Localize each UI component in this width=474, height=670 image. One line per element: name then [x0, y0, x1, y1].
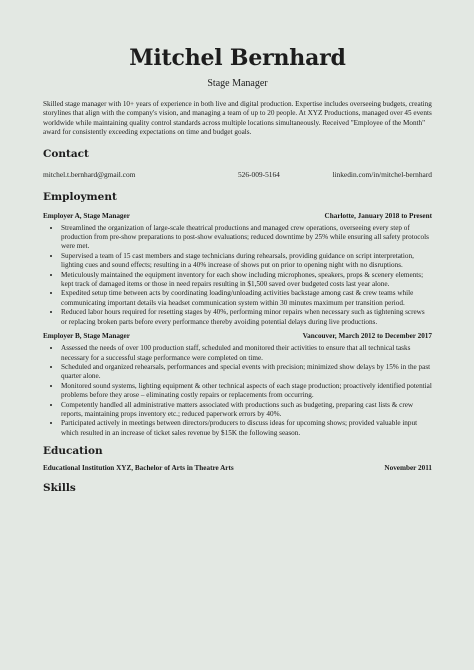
job-bullet: • Assessed the needs of over 100 production staff, scheduled and monitored their activities to ensure that all technical tasks necessary for a successful stage performance were completed on time.: [61, 344, 432, 363]
job-bullet: • Reduced labor hours required for resetting stages by 40%, performing minor repairs when necessary such as tightening screws or replacing broken parts before every performance thereby avoiding potential delays during live productions.: [61, 308, 432, 327]
contact-phone[interactable]: 526-009-5164: [237, 169, 280, 179]
candidate-role: Stage Manager: [207, 78, 268, 89]
contact-row: [43, 170, 432, 179]
contact-linkedin[interactable]: linkedin.com/in/mitchel-bernhard: [332, 169, 432, 179]
skills-heading: Skills: [43, 482, 76, 495]
job-location-date: Charlotte, January 2018 to Present: [324, 211, 432, 220]
contact-email[interactable]: mitchel.t.bernhard@gmail.com: [43, 169, 136, 179]
job-bullet: • Meticulously maintained the equipment inventory for each show including microphones, speakers, props & scenery elements; kept track of damaged items or those in need repairs resulting in $1,500 saved over budgeted costs last year alone.: [61, 271, 432, 290]
education-heading: Education: [43, 445, 103, 458]
job-bullet: • Streamlined the organization of large-scale theatrical productions and managed crew operations, overseeing every step of production from pre-show preparations to post-show evaluations; reduced downtime by 25% while ensuring all safety protocols were met.: [61, 224, 432, 252]
job-bullet: • Supervised a team of 15 cast members and stage technicians during rehearsals, providing guidance on script interpretation, lighting cues and sound effects; resulting in a 40% increase of shows put on prior to opening night with no disruptions.: [61, 252, 432, 271]
education-degree: Educational Institution XYZ, Bachelor of Arts in Theatre Arts: [43, 464, 234, 473]
job-position: Employer B, Stage Manager: [43, 332, 130, 341]
job-location-date: Vancouver, March 2012 to December 2017: [302, 332, 432, 341]
education-date: November 2011: [384, 464, 432, 473]
job-bullet: • Participated actively in meetings between directors/producers to discuss ideas for upcoming shows; provided valuable input which resulted in an increase of ticket sales revenue by $15K the following season.: [61, 419, 432, 438]
job-bullet: • Expedited setup time between acts by coordinating loading/unloading activities backstage among cast & crew teams while communicating important details via headset communication system within 30 minutes maximum per transition period.: [61, 289, 432, 308]
job-bullet-list: [43, 224, 432, 327]
summary-paragraph: Skilled stage manager with 10+ years of experience in both live and digital production. Expertise includes overseeing budgets, creating storylines that align with the company's vision, and managing a team of up to 20 people. At XYZ Productions, managed over 45 events worldwide while maintaining quality control standards across multiple locations simultaneously. Received "Employee of the Month" award for consistently exceeding expectations on time and budget goals.: [43, 100, 432, 137]
job-position: Employer A, Stage Manager: [43, 211, 130, 220]
employment-heading: Employment: [43, 190, 117, 203]
education-row: [43, 464, 432, 473]
contact-heading: Contact: [43, 147, 89, 160]
job-header: [43, 332, 432, 341]
candidate-name: Mitchel Bernhard: [129, 45, 346, 71]
job-bullet: • Competently handled all administrative matters associated with productions such as budgeting, preparing cast lists & crew reports, maintaining props inventory etc.; reduced paperwork errors by 40%.: [61, 401, 432, 420]
job-bullet-list: [43, 344, 432, 438]
job-bullet: • Monitored sound systems, lighting equipment & other technical aspects of each stage production; proactively identified potential problems before they arose – eliminating costly repairs or replacements from occurring.: [61, 382, 432, 401]
job-bullet: • Scheduled and organized rehearsals, performances and special events with precision; minimized show delays by 15% in the past quarter alone.: [61, 363, 432, 382]
job-header: [43, 212, 432, 221]
